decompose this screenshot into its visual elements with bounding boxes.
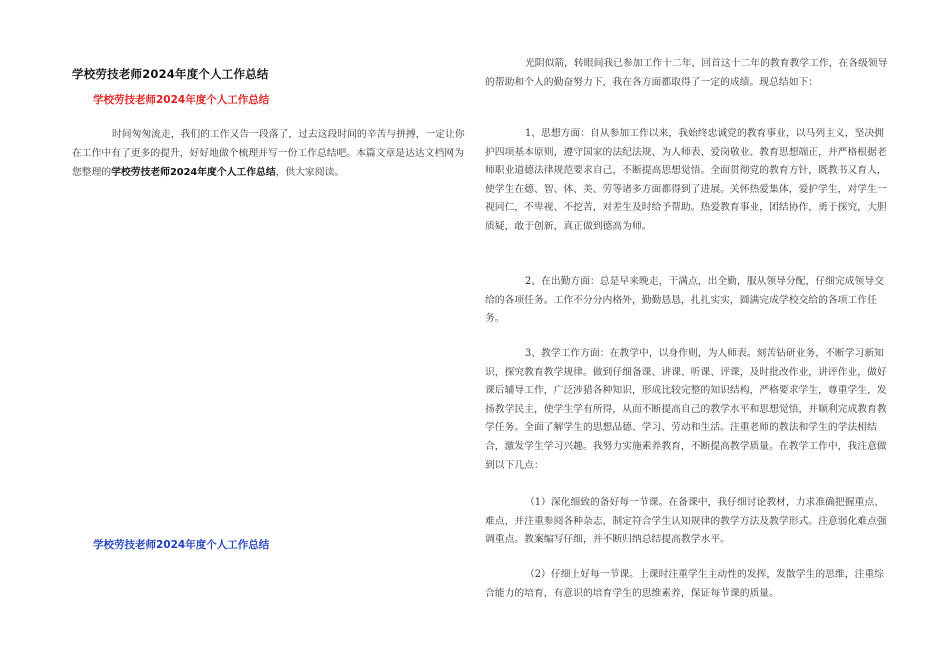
intro-bold-title: 学校劳技老师2024年度个人工作总结 — [111, 167, 276, 178]
right-page — [475, 0, 950, 672]
document-title: 学校劳技老师2024年度个人工作总结 — [72, 67, 269, 81]
blue-title-link[interactable]: 学校劳技老师2024年度个人工作总结 — [93, 539, 270, 551]
thought-section-paragraph: 1、思想方面：自从参加工作以来，我始终忠诚党的教育事业，以马列主义，坚决拥护四项基本原则，遵守国家的法纪法规、为人师表、爱岗敬业、教育思想端正，并严格根据老师职业道德法律规范要求自己，不断提高思想觉悟。全面贯彻党的教育方针，既教书又育人，使学生在德、智、体、美、劳等诸多方面都得到了进展。关怀热爱集体，爱护学生，对学生一视同仁，不卑视、不挖苦，对差生及时给予帮助。热爱教育事业，团结协作，勇于探究，大胆质疑，敢于创新，真正做到德高为师。 — [485, 128, 887, 232]
lesson-teaching-paragraph: （2）仔细上好每一节课。上课时注重学生主动性的发挥，发散学生的思维，注重综合能力的培育，有意识的培育学生的思维素养，保证每节课的质量。 — [485, 569, 884, 599]
intro-text-end: ，供大家阅读。 — [275, 167, 345, 178]
attendance-section-paragraph: 2、在出勤方面：总是早来晚走，干满点，出全勤，服从领导分配，仔细完成领导交给的各项任务。工作不分分内格外，勤勤恳恳，扎扎实实，圆满完成学校交给的各项工作任务。 — [485, 276, 884, 325]
summary-intro-paragraph: 光阴似箭，转眼间我已参加工作十二年，回首这十二年的教育教学工作，在各级领导的帮助和个人的勤奋努力下，我在各方面都取得了一定的成绩。现总结如下： — [485, 58, 888, 88]
red-subtitle: 学校劳技老师2024年度个人工作总结 — [93, 94, 270, 106]
intro-text: 时间匆匆流走，我们的工作又告一段落了，过去这段时间的辛苦与拼搏，一定让你在工作中有了更多的提升，好好地做个梳理并写一份工作总结吧。本篇文章是达达文档网为您整理的 — [72, 129, 465, 178]
teaching-section-paragraph: 3、教学工作方面：在教学中，以身作则，为人师表。刻苦钻研业务，不断学习新知识，探究教育教学规律。做到仔细备课、讲课、听课、评课，及时批改作业，讲评作业，做好课后辅导工作，广泛涉猎各种知识，形成比较完整的知识结构，严格要求学生，尊重学生，发扬教学民主，使学生学有所得，从而不断提高自己的教学水平和思想觉悟，并顺利完成教育教学任务。全面了解学生的思想品德、学习、劳动和生活。注重老师的教法和学生的学法相结合，激发学生学习兴趣。我努力实施素养教育，不断提高教学质量。在教学工作中，我注意做到以下几点： — [485, 348, 887, 471]
intro-paragraph — [72, 125, 467, 182]
lesson-prep-paragraph: （1）深化细致的备好每一节课。在备课中，我仔细讨论教材，力求准确把握重点、难点，并注重参阅各种杂志，制定符合学生认知规律的教学方法及教学形式。注意弱化难点强调重点。教案编写仔细，并不断归纳总结提高教学水平。 — [485, 497, 887, 546]
